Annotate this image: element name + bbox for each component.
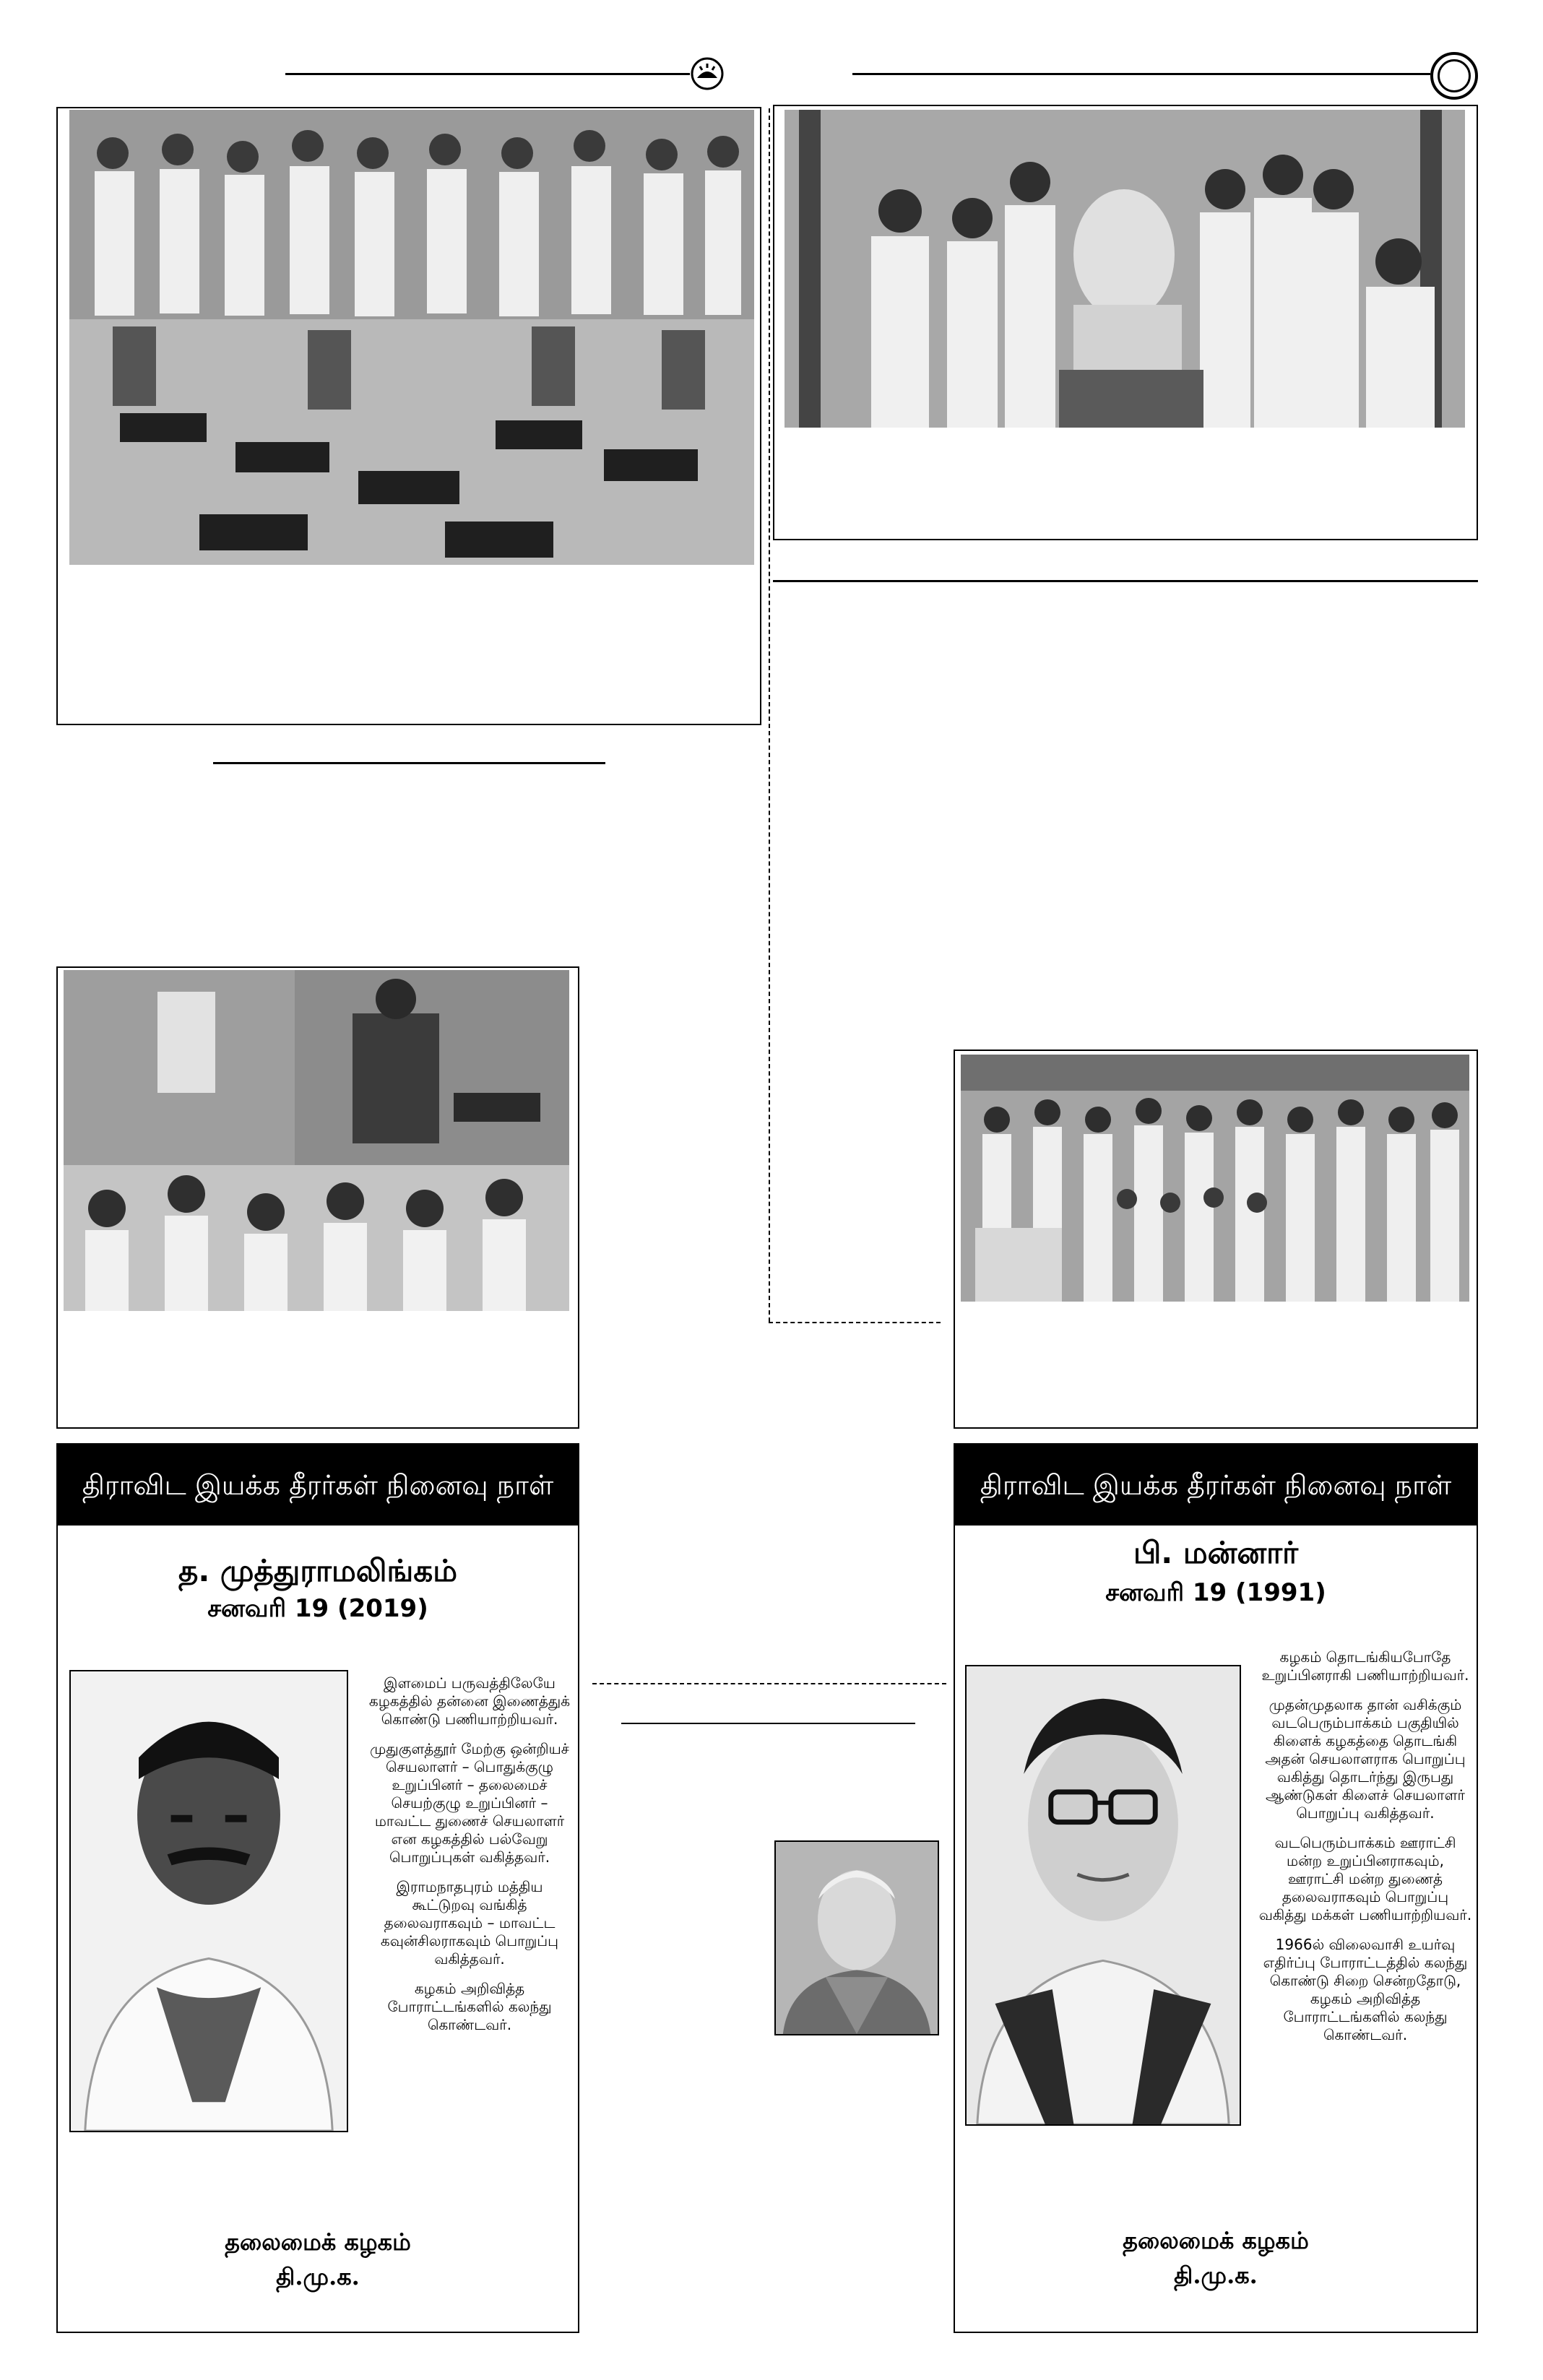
memorial-bio xyxy=(1257,1648,1474,2056)
memorial-person-name: த. முத்துராமலிங்கம் xyxy=(178,1553,458,1588)
memorial-date: சனவரி 19 (2019) xyxy=(207,1594,428,1623)
header-rule-right xyxy=(852,73,1430,75)
portrait-mannar xyxy=(965,1665,1241,2126)
section-divider-right xyxy=(773,580,1478,582)
children-gathering-photo xyxy=(961,1055,1469,1302)
bio-paragraph: கழகம் அறிவித்த போராட்டங்களில் கலந்து கொண்டவர். xyxy=(387,1980,552,2033)
signature-line-2: தி.மு.க. xyxy=(276,2263,360,2290)
memorial-date: சனவரி 19 (1991) xyxy=(1105,1578,1326,1607)
elderly-woman-portrait xyxy=(774,1840,939,2035)
column-separator-foot xyxy=(769,1322,941,1323)
memorial-person-name: பி. மன்னார் xyxy=(1133,1535,1299,1570)
statue-tribute-photo xyxy=(785,110,1465,428)
bio-paragraph: இளமைப் பருவத்திலேயே கழகத்தில் தன்னை இணைத்துக் கொண்டு பணியாற்றியவர். xyxy=(368,1674,571,1728)
signature-line-2: தி.மு.க. xyxy=(1174,2262,1258,2289)
signature-line-1: தலைமைக் கழகம் xyxy=(225,2228,411,2256)
header-rule-left xyxy=(285,73,690,75)
bio-paragraph: முதன்முதலாக தான் வசிக்கும் வடபெரும்பாக்கம் பகுதியில் கிளைக் கழகத்தை தொடங்கி அதன் செயலாளராக பொறுப்பு வகித்து தொடர்ந்து இருபது ஆண்டுகள் கிளைச் செயலாளர் பொறுப்பு வகித்தவர். xyxy=(1265,1696,1466,1822)
memorial-bio xyxy=(365,1674,574,2046)
memorial-banner: திராவிட இயக்க தீரர்கள் நினைவு நாள் xyxy=(58,1445,578,1526)
bio-paragraph: கழகம் தொடங்கியபோதே உறுப்பினராகி பணியாற்றியவர். xyxy=(1261,1648,1469,1684)
signature-block xyxy=(58,2225,578,2294)
section-divider-left xyxy=(213,762,605,764)
center-dashed-rule xyxy=(592,1683,946,1684)
column-separator xyxy=(769,108,770,1322)
bio-paragraph: 1966ல் விலைவாசி உயர்வு எதிர்ப்பு போராட்டத்தில் கலந்து கொண்டு சிறை சென்றதோடு, கழகம் அறிவித்த போராட்டங்களில் கலந்து கொண்டவர். xyxy=(1263,1936,1468,2043)
sewing-machine-event-photo xyxy=(69,110,754,565)
tribute-gathering-photo xyxy=(64,970,569,1311)
circle-emblem-icon xyxy=(1430,52,1478,100)
rising-sun-emblem-icon xyxy=(690,56,725,91)
bio-paragraph: வடபெரும்பாக்கம் ஊராட்சி மன்ற உறுப்பினராகவும், ஊராட்சி மன்ற துணைத் தலைவராகவும் பொறுப்பு வகித்து மக்கள் பணியாற்றியவர். xyxy=(1258,1834,1472,1924)
portrait-muthuramalingam xyxy=(69,1670,348,2132)
memorial-banner: திராவிட இயக்க தீரர்கள் நினைவு நாள் xyxy=(955,1445,1477,1526)
bio-paragraph: இராமநாதபுரம் மத்திய கூட்டுறவு வங்கித் தலைவராகவும் – மாவட்ட கவுன்சிலராகவும் பொறுப்பு வகித்தவர். xyxy=(380,1878,559,1968)
signature-line-1: தலைமைக் கழகம் xyxy=(1123,2227,1309,2254)
bio-paragraph: முதுகுளத்தூர் மேற்கு ஒன்றியச் செயலாளர் – பொதுக்குழு உறுப்பினர் – தலைமைச் செயற்குழு உறுப்பினர் – மாவட்ட துணைச் செயலாளர் என கழகத்தில் பல்வேறு பொறுப்புகள் வகித்தவர். xyxy=(370,1740,569,1866)
signature-block xyxy=(955,2223,1477,2293)
center-rule xyxy=(621,1723,915,1724)
